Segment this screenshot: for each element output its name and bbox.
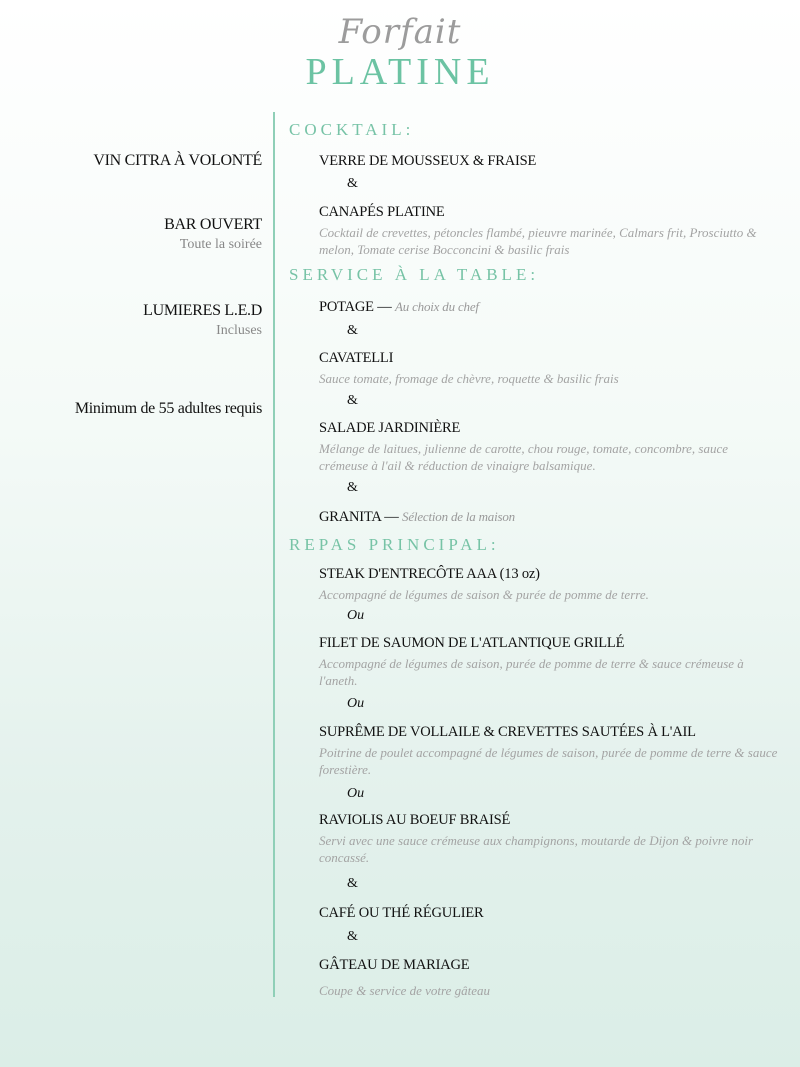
dish-saumon-desc: Accompagné de légumes de saison, purée de pomme de terre & sauce crémeuse à l'aneth.	[319, 656, 744, 688]
dish-granita	[319, 509, 515, 526]
dish-granita-note: Sélection de la maison	[402, 509, 515, 524]
lights-item	[143, 302, 262, 339]
wine-label: VIN CITRA À VOLONTÉ	[93, 152, 262, 169]
minimum-label: Minimum de 55 adultes requis	[74, 400, 262, 417]
dish-steak: STEAK D'ENTRECÔTE AAA (13 oz)	[319, 566, 540, 582]
and-connector: &	[347, 480, 358, 495]
dish-raviolis: RAVIOLIS AU BOEUF BRAISÉ	[319, 812, 511, 828]
and-connector: &	[347, 393, 358, 408]
dish-potage-note: Au choix du chef	[395, 299, 479, 314]
dish-cavatelli-desc: Sauce tomate, fromage de chèvre, roquette & basilic frais	[319, 371, 619, 386]
bar-item	[164, 216, 262, 253]
dish-granita-name: GRANITA —	[319, 509, 399, 525]
dish-potage-name: POTAGE —	[319, 299, 392, 315]
dish-gateau: GÂTEAU DE MARIAGE	[319, 957, 470, 973]
bar-label: BAR OUVERT	[164, 216, 262, 233]
dish-supreme: SUPRÊME DE VOLLAILE & CREVETTES SAUTÉES À L'AIL	[319, 724, 696, 740]
or-connector: Ou	[347, 786, 365, 801]
dish-mousseux: VERRE DE MOUSSEUX & FRAISE	[319, 153, 537, 169]
dish-potage	[319, 299, 479, 316]
lights-note: Incluses	[216, 323, 262, 338]
or-connector: Ou	[347, 608, 365, 623]
wine-item	[93, 152, 262, 170]
section-repas: REPAS PRINCIPAL:	[289, 535, 500, 554]
dish-supreme-desc: Poitrine de poulet accompagné de légumes de saison, purée de pomme de terre & sauce forestière.	[319, 745, 778, 777]
main-title: PLATINE	[305, 51, 495, 93]
bar-note: Toute la soirée	[179, 237, 262, 252]
dish-salade-desc: Mélange de laitues, julienne de carotte, chou rouge, tomate, concombre, sauce crémeuse à l'ail & réduction de vinaigre balsamique.	[319, 441, 729, 473]
or-connector: Ou	[347, 696, 365, 711]
dish-raviolis-desc: Servi avec une sauce crémeuse aux champignons, moutarde de Dijon & poivre noir concassé.	[319, 833, 754, 865]
dish-steak-desc: Accompagné de légumes de saison & purée de pomme de terre.	[319, 587, 649, 602]
lights-label: LUMIERES L.E.D	[143, 302, 262, 319]
section-cocktail: COCKTAIL:	[289, 120, 415, 139]
dish-cavatelli: CAVATELLI	[319, 350, 394, 366]
dish-canapes: CANAPÉS PLATINE	[319, 204, 445, 220]
menu-header	[0, 8, 800, 92]
vertical-divider	[273, 112, 275, 997]
section-service: SERVICE À LA TABLE:	[289, 265, 540, 284]
and-connector: &	[347, 176, 358, 191]
and-connector: &	[347, 876, 358, 891]
dish-saumon: FILET DE SAUMON DE L'ATLANTIQUE GRILLÉ	[319, 635, 625, 651]
and-connector: &	[347, 929, 358, 944]
and-connector: &	[347, 323, 358, 338]
script-title: Forfait	[338, 12, 462, 52]
dish-cafe: CAFÉ OU THÉ RÉGULIER	[319, 905, 484, 921]
minimum-item	[75, 400, 262, 418]
dish-gateau-desc: Coupe & service de votre gâteau	[319, 983, 490, 998]
dish-canapes-desc: Cocktail de crevettes, pétoncles flambé, pieuvre marinée, Calmars frit, Prosciutto & melon, Tomate cerise Bocconcini & basilic frais	[319, 225, 757, 257]
dish-salade: SALADE JARDINIÈRE	[319, 420, 461, 436]
